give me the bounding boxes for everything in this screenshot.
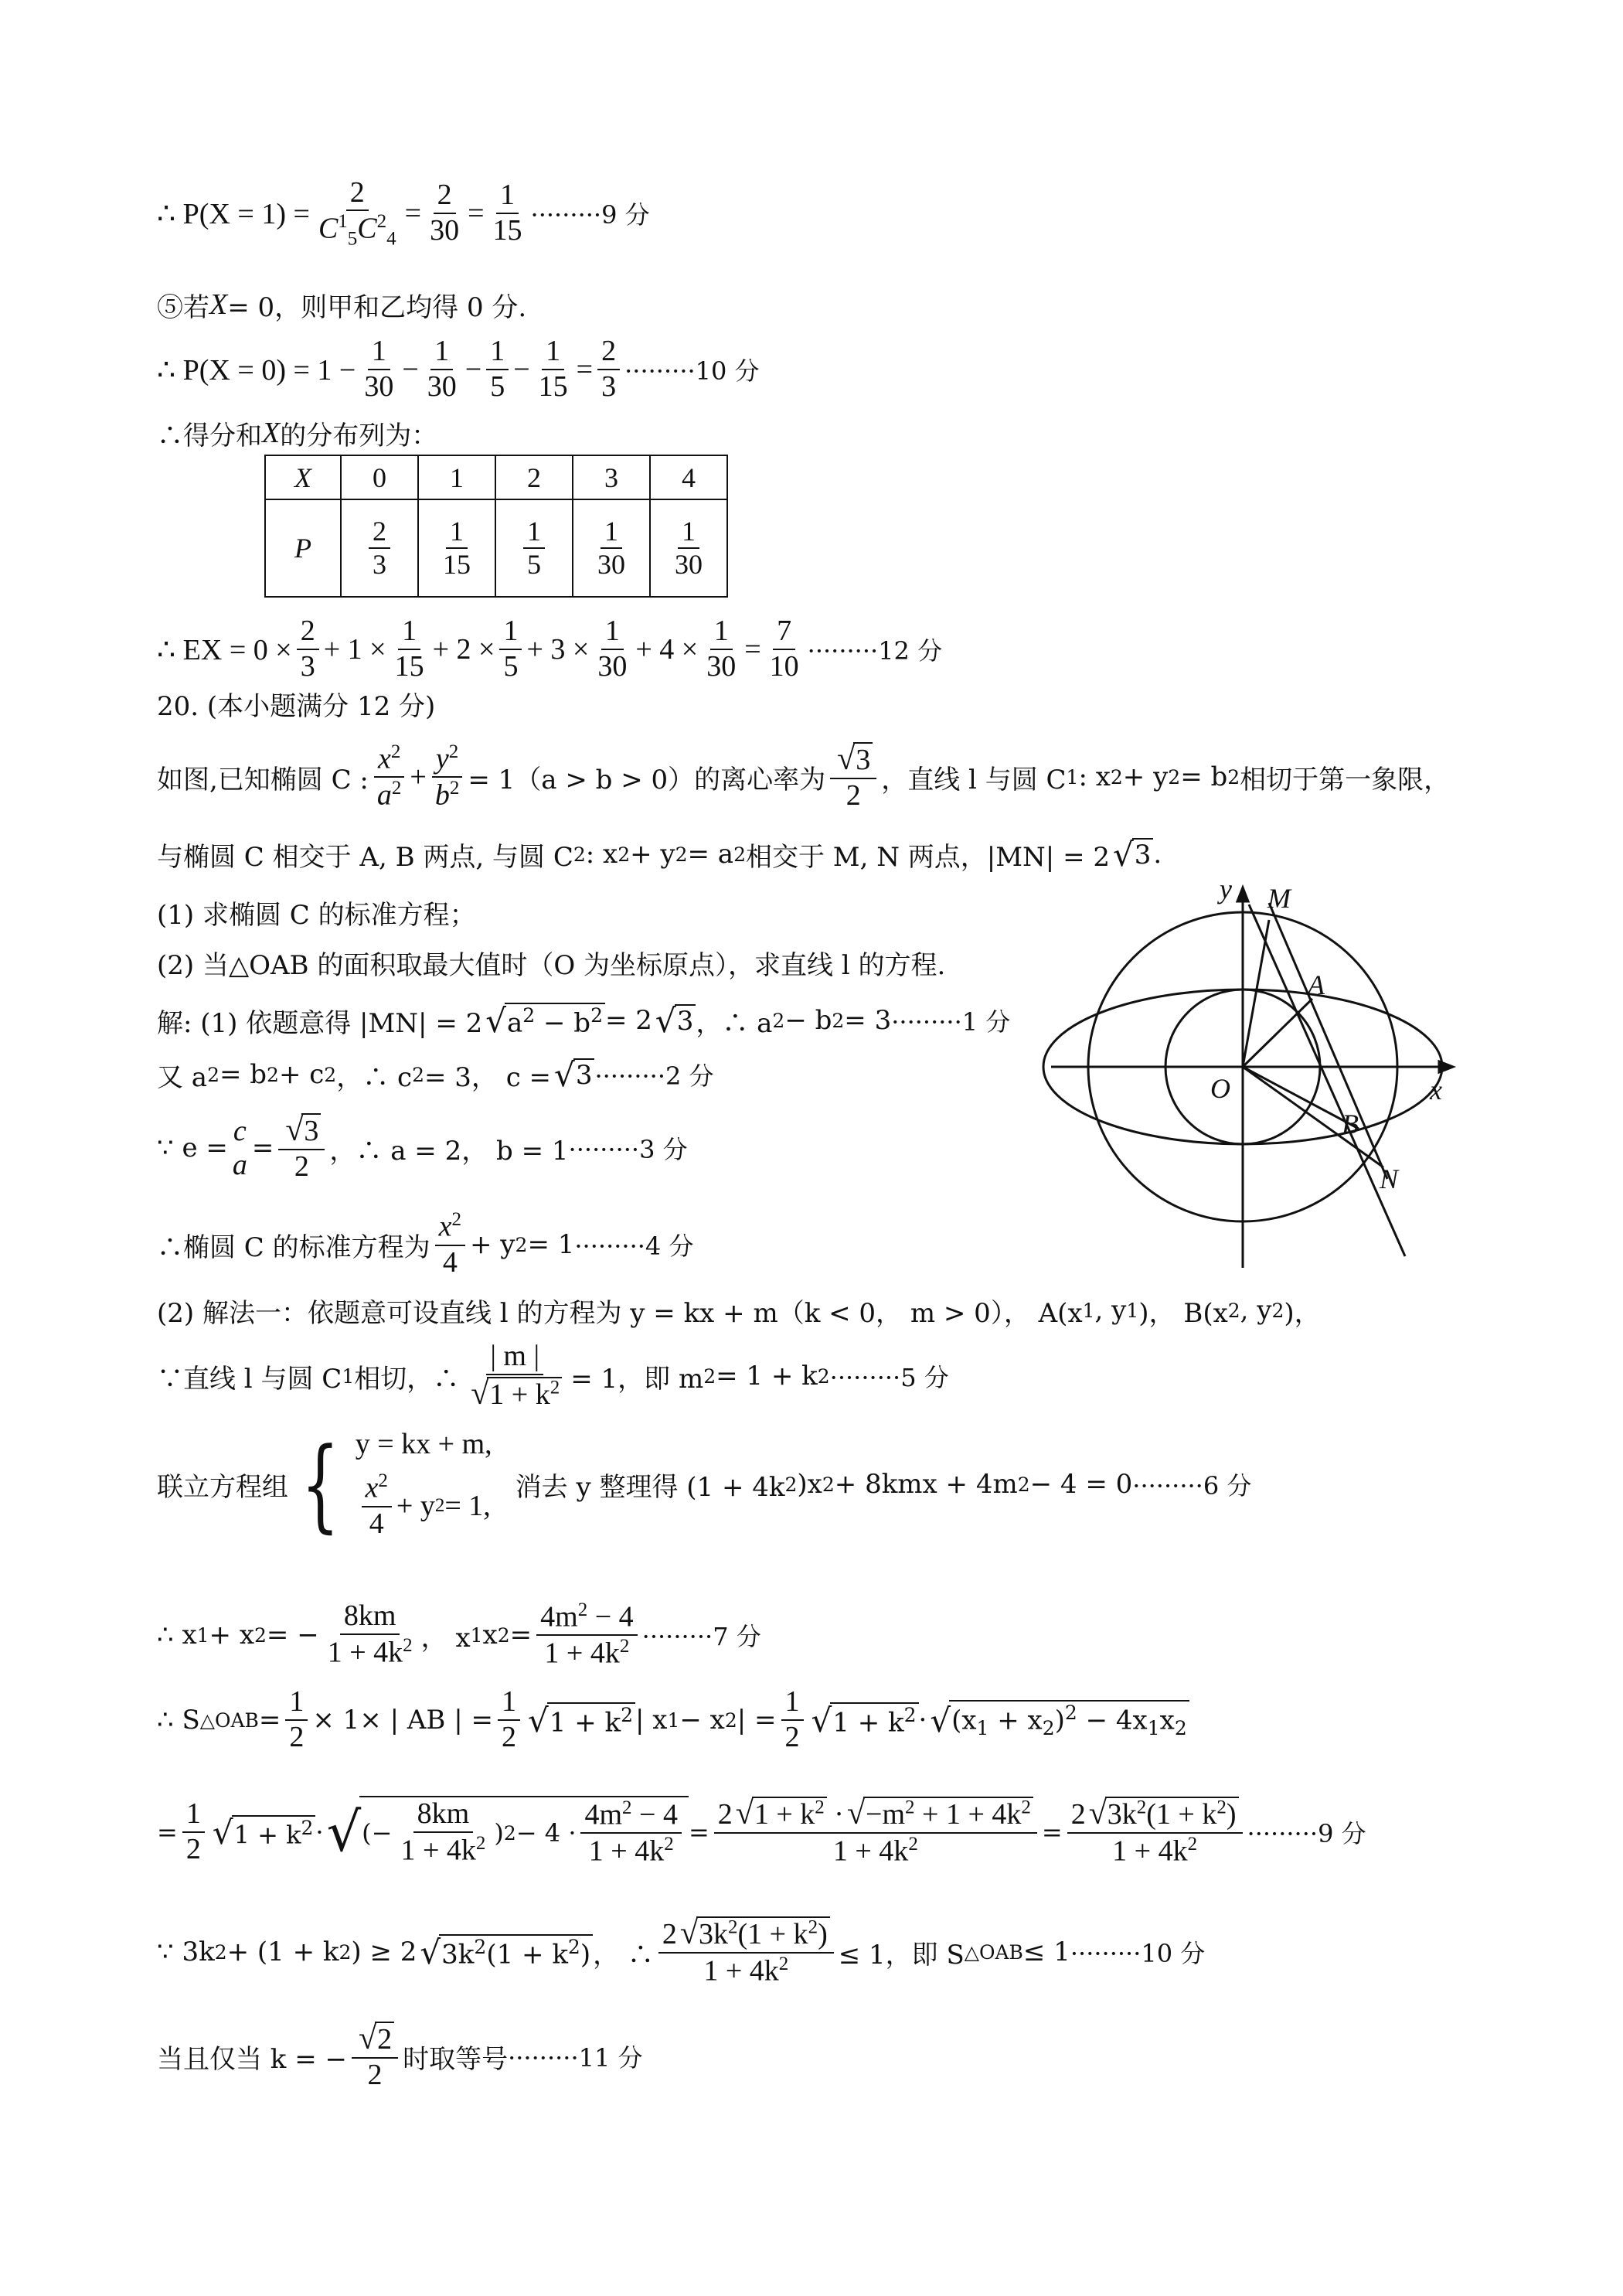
area-formula-2: = $\frac{1}{2}$ √ $1 + k^2$ · √ (− $\frac{8km}{1 + 4k^2}$ ) 2 − 4 · $\frac{4m^2 - 4}{1 + 4k^2}$ = $\frac{2√1 + k^2 \cdot√-m^2 + 1 + 4k^2}{1 + 4k^2}$ = $\frac{2√3k^2(1 + k^2)}{1 + 4k^2}$ ·········9 分 — [157, 1796, 1366, 1868]
label-m: M — [1267, 883, 1291, 914]
score-mark: ·········9 分 — [1247, 1819, 1366, 1848]
brace: { — [301, 1426, 340, 1543]
prob-lhs: ∴ P(X = 1) = — [157, 197, 310, 230]
solution-step-4: ∴椭圆 C 的标准方程为 $\frac{x^2}{4}$ + y 2 = 1 ·········4 分 — [157, 1209, 694, 1279]
label-y: y — [1220, 874, 1232, 904]
ellipse-circle-figure — [1036, 874, 1468, 1276]
segment-on — [1243, 1067, 1383, 1167]
tangent-condition: ∵直线 l 与圆 C 1 相切，∴ $\frac{| m |}{√1 + k^2}$ = 1，即 m 2 = 1 + k 2 ·········5 分 — [157, 1340, 949, 1412]
score-mark: ·········5 分 — [829, 1363, 949, 1392]
equation-system: 联立方程组 { y = kx + m, $\frac{x^2}{4}$ + y 2 = 1, 消去 y 整理得 (1 + 4k 2 )x 2 + 8kmx + 4m 2 − 4 = 0 ·········6 分 — [157, 1426, 1252, 1543]
solution-step-2: 又 a 2 = b 2 + c 2 ，∴ c 2 = 3， c = √ 3 ·········2 分 — [157, 1055, 714, 1094]
score-mark: ·········4 分 — [574, 1231, 694, 1261]
score-mark: ·········6 分 — [1132, 1471, 1252, 1501]
frac: $\frac{1}{15}$ — [492, 179, 522, 247]
am-gm-inequality: ∵ 3k 2 + (1 + k 2 ) ≥ 2 √ $3k^2(1 + k^2)$ ， ∴ $\frac{2√3k^2(1 + k^2)}{1 + 4k^2}$ ≤ 1，即 S △OAB ≤ 1 ·········10 分 — [157, 1916, 1206, 1988]
table-row: P $\frac{2}{3}$ $\frac{1}{15}$ $\frac{1}{5}$ $\frac{1}{30}$ $\frac{1}{30}$ — [265, 499, 727, 597]
label-x: x — [1430, 1075, 1442, 1105]
area-formula-1: ∴ S △OAB = $\frac{1}{2}$ × 1× | AB | = $\frac{1}{2}$ √ $1 + k^2$ | x 1 − x 2 | = $\frac{1}{2}$ √ $1 + k^2$ · √ $(x_1 + x_2)^2 - 4x_1x_2$ — [157, 1678, 1189, 1763]
label-b: B — [1342, 1109, 1359, 1139]
score-mark: ·········9 分 — [530, 200, 650, 230]
score-mark: ·········10 分 — [624, 356, 760, 386]
line-l — [1249, 904, 1405, 1256]
stem-line-1: 如图,已知椭圆 C : $\frac{x^2}{a^2}$ + $\frac{y^2}{b^2}$ = 1（a > b > 0）的离心率为 $\frac{√3}{2}$ ，直线 l 与圆 C 1 : x 2 + y 2 = b 2 相切于第一象限， — [157, 741, 1451, 812]
score-mark: ·········7 分 — [641, 1622, 761, 1651]
label-o: O — [1210, 1073, 1230, 1104]
case5-line: ⑤若 X = 0，则甲和乙均得 0 分. — [157, 288, 527, 323]
stem-line-2: 与椭圆 C 相交于 A, B 两点, 与圆 C 2 : x 2 + y 2 = a 2 相交于 M, N 两点，|MN| = 2 √ 3 . — [157, 835, 1162, 874]
solution-step-3: ∵ e = c a = $\frac{√3}{2}$ ，∴ a = 2， b = 1 ·········3 分 — [157, 1112, 688, 1184]
score-mark: ·········1 分 — [891, 1007, 1011, 1037]
prob-x0-line: ∴ P(X = 0) = 1 − $\frac{1}{30}$ − $\frac{1}{30}$ − $\frac{1}{5}$ − $\frac{1}{15}$ = $\frac{2}{3}$ ·········10 分 — [157, 335, 760, 403]
frac: $\frac{2}{30}$ — [430, 179, 460, 247]
prob-x1-line: ∴ P(X = 1) = $\frac{2}{C^1_5C^2_4}$ = $\frac{2}{30}$ = $\frac{1}{15}$ ·········9 分 — [157, 175, 650, 250]
table-row: X 0 1 2 3 4 — [265, 455, 727, 499]
y-axis-arrow — [1237, 887, 1248, 901]
label-a: A — [1308, 969, 1325, 1000]
dist-intro: ∴得分和 X 的分布列为： — [157, 417, 438, 451]
sub-question-2: (2) 当△OAB 的面积取最大值时（O 为坐标原点），求直线 l 的方程. — [157, 949, 946, 981]
score-mark: ·········12 分 — [807, 636, 943, 666]
solution-method-1-intro: (2) 解法一：依题意可设直线 l 的方程为 y = kx + m（k < 0， m > 0）， A(x 1 , y 1 )， B(x 2 , y 2 )， — [157, 1295, 1321, 1329]
distribution-table — [264, 455, 728, 598]
expectation-line: ∴ EX = 0 × $\frac{2}{3}$ + 1 × $\frac{1}{15}$ + 2 × $\frac{1}{5}$ + 3 × $\frac{1}{30}$ + 4 × $\frac{1}{30}$ = $\frac{7}{10}$ ·········12 分 — [157, 615, 943, 683]
score-mark: ·········2 分 — [594, 1061, 714, 1091]
score-mark: ·········3 分 — [568, 1135, 688, 1164]
frac: $\frac{2}{C^1_5C^2_4}$ — [318, 175, 396, 250]
score-mark: ·········11 分 — [508, 2043, 643, 2073]
score-mark: ·········10 分 — [1070, 1939, 1206, 1968]
label-n: N — [1380, 1163, 1399, 1194]
sub-question-1: (1) 求椭圆 C 的标准方程； — [157, 899, 476, 931]
solution-step-1: 解: (1) 依题意得 |MN| = 2 √ $a^2 - b^2$ = 2 √ 3 ，∴ a 2 − b 2 = 3 ·········1 分 — [157, 1001, 1011, 1040]
equality-condition: 当且仅当 k = − $\frac{√2}{2}$ 时取等号 ·········11 分 — [157, 2021, 643, 2092]
question-20-title: 20. (本小题满分 12 分) — [157, 690, 436, 722]
vieta-formulas: ∴ x 1 + x 2 = − $\frac{8km}{1 + 4k^2}$ ， x 1 x 2 = $\frac{4m^2 - 4}{1 + 4k^2}$ ·········7 分 — [157, 1599, 761, 1670]
